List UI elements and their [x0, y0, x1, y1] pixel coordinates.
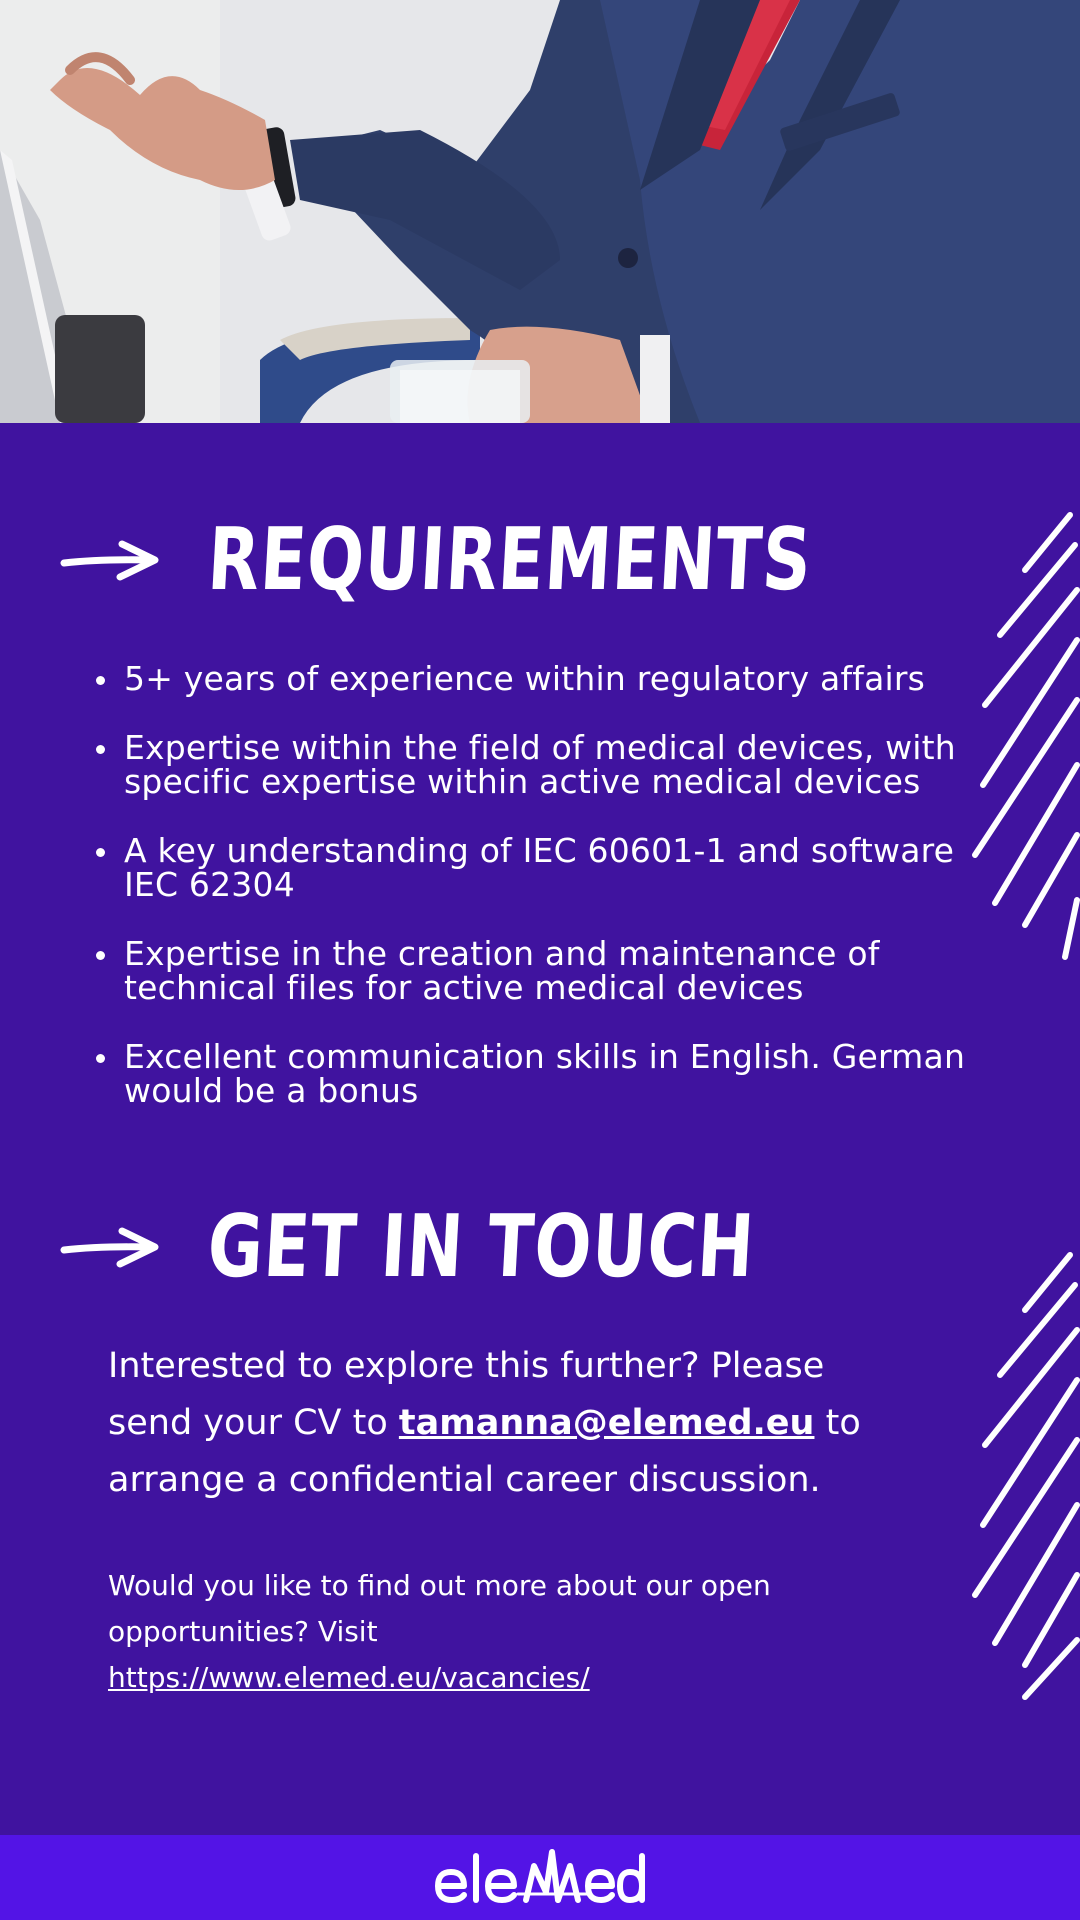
requirements-title: REQUIREMENTS [205, 510, 815, 610]
list-item: 5+ years of experience within regulatory affairs [124, 662, 984, 696]
footer [0, 1835, 1080, 1920]
right-arrow-icon [60, 1222, 160, 1272]
elemed-logo [430, 1846, 650, 1910]
hero-photo [0, 0, 1080, 423]
contact-title: GET IN TOUCH [205, 1197, 758, 1297]
requirements-list [92, 659, 984, 1143]
requirements-heading [60, 510, 982, 610]
diagonal-slashes-decoration [965, 1245, 1080, 1705]
contact-text-after: to arrange a confidential career discussion. [108, 1403, 861, 1500]
email-link[interactable]: tamanna@elemed.eu [398, 1403, 815, 1443]
list-item: A key understanding of IEC 60601-1 and software IEC 62304 [124, 834, 984, 902]
vacancies-paragraph [108, 1563, 808, 1701]
list-item: Excellent communication skills in English. German would be a bonus [124, 1040, 984, 1108]
businessman-photo [0, 0, 1080, 423]
right-arrow-icon [60, 535, 160, 585]
vacancies-text: Would you like to find out more about our open opportunities? Visit [108, 1569, 771, 1648]
contact-text-before: Interested to explore this further? Please send your CV to [108, 1346, 825, 1443]
list-item: Expertise within the field of medical devices, with specific expertise within active medical devices [124, 731, 984, 799]
list-item: Expertise in the creation and maintenance of technical files for active medical devices [124, 937, 984, 1005]
contact-heading [60, 1197, 909, 1297]
diagonal-slashes-decoration [965, 505, 1080, 965]
contact-paragraph [108, 1338, 868, 1509]
vacancies-link[interactable]: https://www.elemed.eu/vacancies/ [108, 1661, 590, 1694]
